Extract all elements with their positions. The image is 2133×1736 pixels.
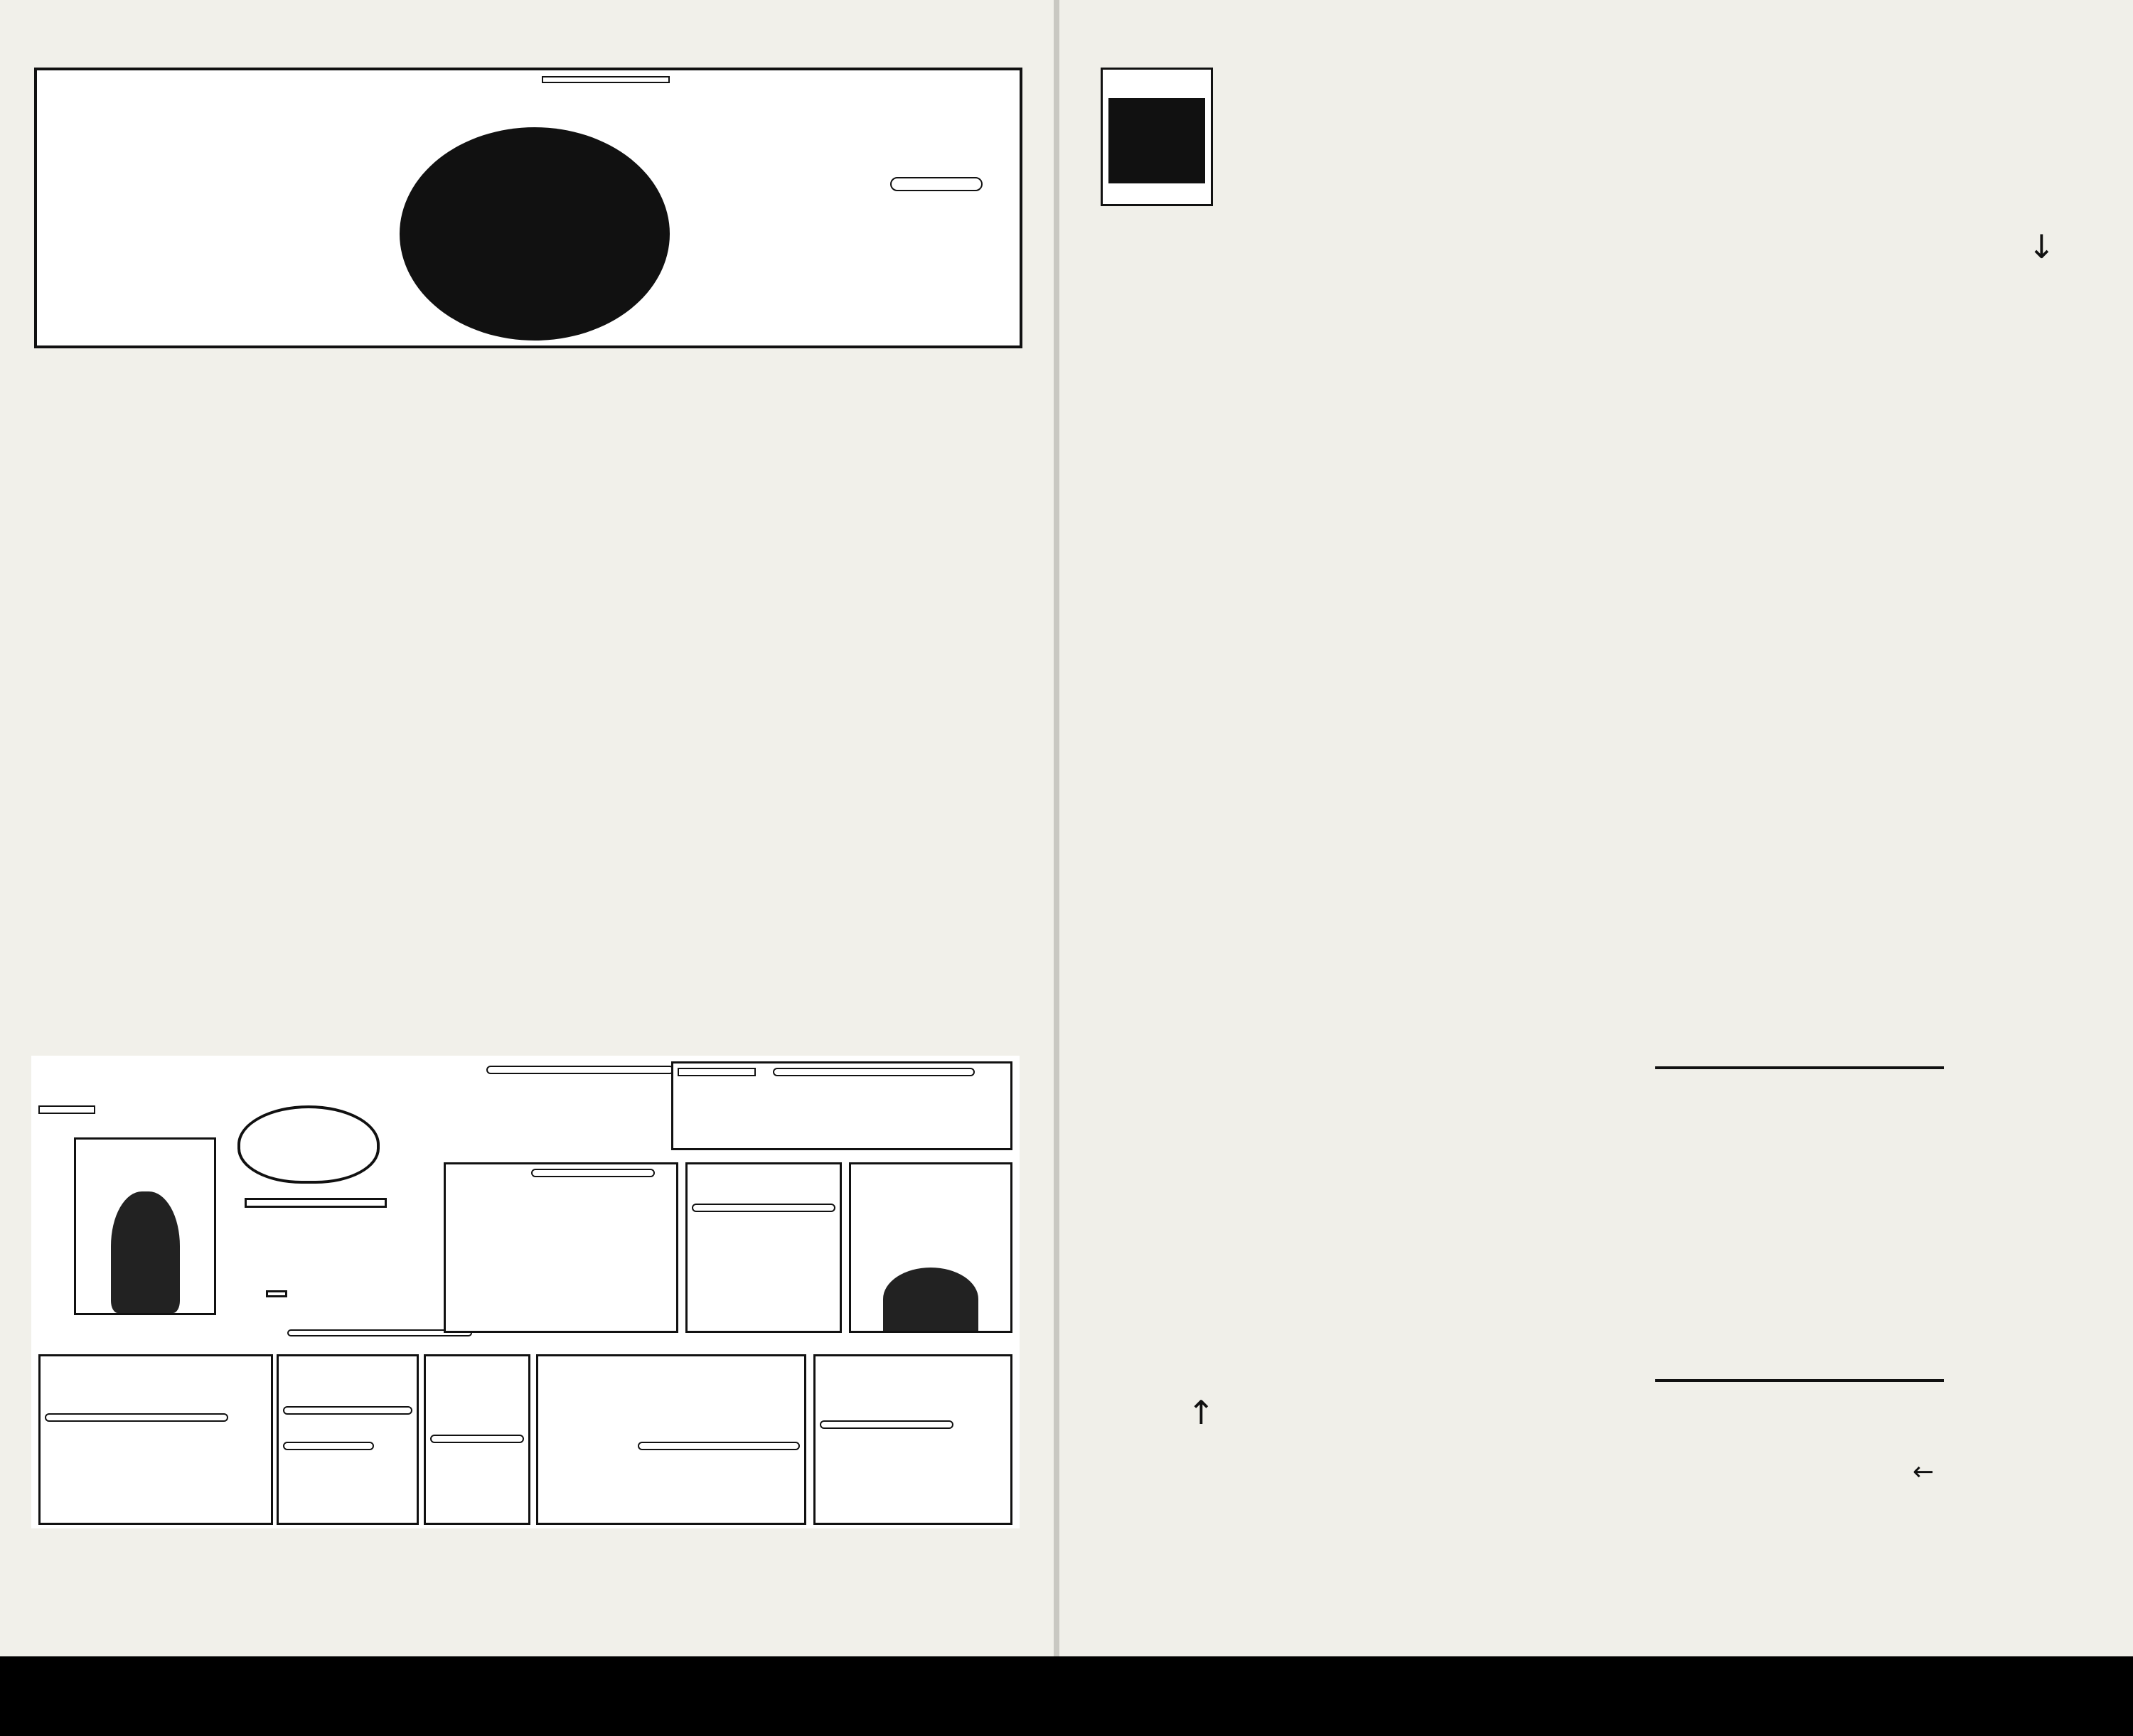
panel-next-fall (38, 1354, 273, 1525)
panel-hmm (401, 1061, 678, 1145)
bubble-wasnt-only (283, 1361, 412, 1366)
promo-footer[interactable] (0, 1656, 2133, 1736)
down-arrow-icon: ↓ (2028, 227, 2056, 266)
portrait-figure (111, 1191, 180, 1313)
bubble-penis (531, 1169, 655, 1177)
left-arrow-icon: ← (1913, 1457, 1935, 1486)
portrait-panel (74, 1137, 216, 1315)
hell-to-pay-title (1108, 98, 1205, 183)
bubble-walk (45, 1413, 228, 1422)
up-arrow-icon: ↑ (1187, 1393, 1215, 1432)
bubble-hmm (486, 1066, 674, 1074)
bubble-sculpture (450, 1169, 528, 1174)
bubble-summer (855, 1169, 1006, 1174)
author-sign (542, 76, 670, 83)
now-it-can-be-told (38, 1105, 95, 1114)
panel-promiscuity (813, 1354, 1012, 1525)
right-page (1059, 0, 2133, 1656)
summer-figure (883, 1268, 978, 1331)
bubble-end-of-year (692, 1169, 835, 1174)
bubble-lookit (773, 1068, 975, 1076)
bubble-sixpack (283, 1442, 374, 1450)
bubble-catch (638, 1442, 800, 1450)
bubble-next-fall (45, 1361, 267, 1366)
heart-caption (237, 1105, 380, 1184)
panel-wasnt-only (277, 1354, 419, 1525)
panel-summer (849, 1162, 1012, 1333)
panel-spy (671, 1061, 1012, 1150)
bubble-promiscuity (820, 1361, 1006, 1366)
step2-bubble (890, 177, 983, 191)
left-page (0, 0, 1054, 1656)
first-love-comic (31, 1056, 1020, 1528)
bubble-sunk-low (542, 1361, 800, 1366)
bubble-spy (678, 1068, 756, 1076)
bubble-classes (692, 1204, 835, 1212)
header-illustration (34, 68, 1022, 348)
bubble-momma (430, 1435, 524, 1443)
panel-desire (424, 1354, 530, 1525)
panel-sculpture (444, 1162, 678, 1333)
laura-2-arrow (266, 1290, 287, 1297)
bibliography-bottom-rule (1655, 1379, 1944, 1382)
laura-1-arrow (245, 1198, 387, 1208)
bubble-dont-believe (820, 1420, 953, 1429)
bibliography-top-rule (1655, 1066, 1944, 1069)
panel-sunk-low (536, 1354, 806, 1525)
spine-gutter (1054, 0, 1059, 1656)
bubble-desire (430, 1361, 524, 1366)
comic-title (400, 127, 670, 341)
bubble-cant-drop (283, 1406, 412, 1415)
hell-to-pay-title-panel (1101, 68, 1213, 206)
panel-end-of-year (685, 1162, 842, 1333)
